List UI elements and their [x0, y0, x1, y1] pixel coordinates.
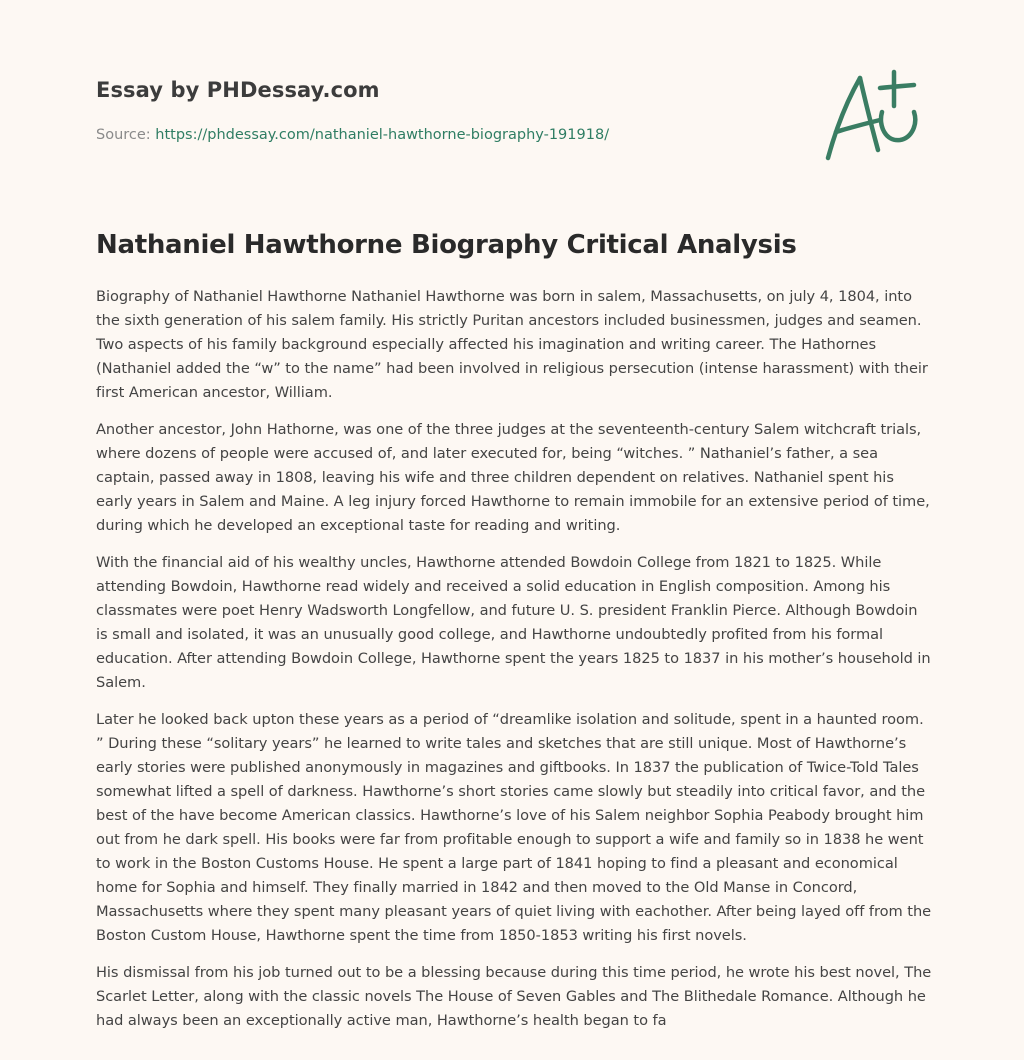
paragraph: Another ancestor, John Hathorne, was one of the three judges at the seventeenth-century Salem witchcraft trials, where dozens of people were accused of, and later executed for, being “witches. ” Nathaniel’s father, a sea captain, passed away in 1808, leaving his wife and three children dependent on relatives. Nathaniel spent his early years in Salem and Maine. A leg injury forced Hawthorne to remain immobile for an extensive period of time, during which he developed an exceptional taste for reading and writing.: [96, 421, 930, 534]
source-link[interactable]: https://phdessay.com/nathaniel-hawthorne-biography-191918/: [155, 127, 610, 143]
paragraph: Later he looked back upton these years as a period of “dreamlike isolation and solitude, spent in a haunted room. ” During these “solitary years” he learned to write tales and sketches that are still unique. Most of Hawthorne’s early stories were published anonymously in magazines and giftbooks. In 1837 the publication of Twice-Told Tales somewhat lifted a spell of darkness. Hawthorne’s short stories came slowly but steadily into critical favor, and the best of the have become American classics. Hawthorne’s love of his Salem neighbor Sophia Peabody brought him out from he dark spell. His books were far from profitable enough to support a wife and family so in 1838 he went to work in the Boston Customs House. He spent a large part of 1841 hoping to find a pleasant and economical home for Sophia and himself. They finally married in 1842 and then moved to the Old Manse in Concord, Massachusetts where they spent many pleasant years of quiet living with eachother. After being layed off from the Boston Custom House, Hawthorne spent the time from 1850-1853 writing his first novels.: [96, 711, 932, 944]
source-line: [96, 125, 796, 145]
source-label: Source:: [96, 127, 156, 143]
paragraph: His dismissal from his job turned out to be a blessing because during this time period, he wrote his best novel, The Scarlet Letter, along with the classic novels The House of Seven Gables and The Blithedale Romance. Although he had always been an exceptionally active man, Hawthorne’s health began to fa: [96, 964, 932, 1029]
a-plus-logo-icon: [820, 66, 930, 166]
brand-name: Essay by PHDessay.com: [96, 78, 380, 102]
document-title: Nathaniel Hawthorne Biography Critical Analysis: [96, 230, 797, 260]
paragraph: With the financial aid of his wealthy uncles, Hawthorne attended Bowdoin College from 1821 to 1825. While attending Bowdoin, Hawthorne read widely and received a solid education in English composition. Among his classmates were poet Henry Wadsworth Longfellow, and future U. S. president Franklin Pierce. Although Bowdoin is small and isolated, it was an unusually good college, and Hawthorne undoubtedly profited from his formal education. After attending Bowdoin College, Hawthorne spent the years 1825 to 1837 in his mother’s household in Salem.: [96, 554, 931, 691]
a-plus-logo-graphic: [820, 66, 930, 166]
document-header: [96, 76, 796, 145]
paragraph: Biography of Nathaniel Hawthorne Nathaniel Hawthorne was born in salem, Massachusetts, on july 4, 1804, into the sixth generation of his salem family. His strictly Puritan ancestors included businessmen, judges and seamen. Two aspects of his family background especially affected his imagination and writing career. The Hathornes (Nathaniel added the “w” to the name” had been involved in religious persecution (intense harassment) with their first American ancestor, William.: [96, 288, 928, 401]
essay-body: [96, 285, 932, 1046]
